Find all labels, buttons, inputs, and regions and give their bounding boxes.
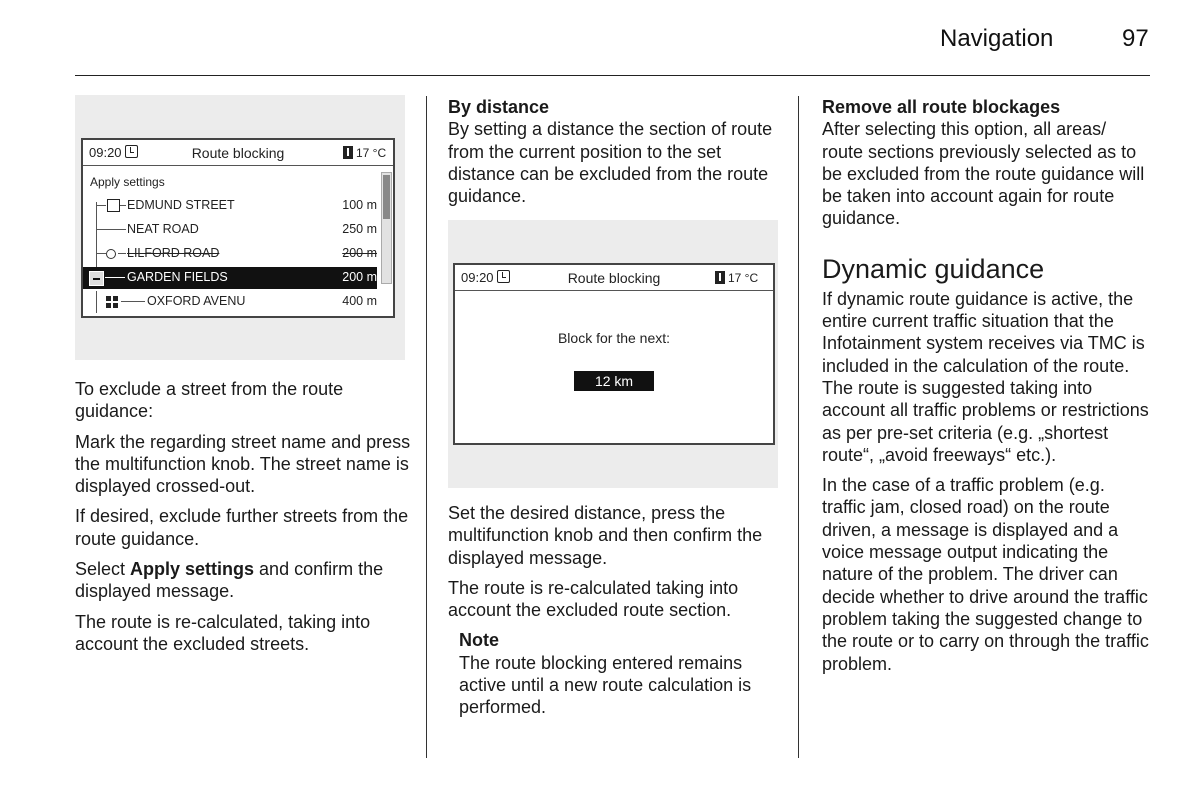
paragraph: If desired, exclude further streets from the route guidance.	[75, 506, 409, 549]
tree-branch	[105, 277, 125, 278]
route-blocking-list-image	[75, 95, 405, 360]
blocked-icon	[106, 249, 116, 259]
paragraph: By setting a distance the section of route from the current position to the set distance can be excluded from the route guidance.	[448, 119, 773, 207]
tree-branch	[96, 205, 106, 206]
section-title: Dynamic guidance	[822, 253, 1045, 284]
tree-line	[96, 291, 97, 313]
route-blocking-list-screen	[81, 138, 395, 318]
temperature: 17 °C	[356, 146, 387, 160]
street-name: OXFORD AVENU	[147, 294, 246, 308]
tree-branch	[121, 301, 145, 302]
street-distance: 200 m	[342, 246, 377, 260]
list-item[interactable]	[83, 195, 377, 217]
street-distance: 400 m	[342, 294, 377, 308]
column-1-text	[75, 378, 415, 663]
flag-icon	[107, 199, 120, 212]
page-header-title: Navigation	[940, 25, 1054, 52]
screen-status-bar	[455, 265, 773, 291]
apply-settings-item[interactable]: Apply settings	[90, 175, 165, 189]
tree-branch	[96, 229, 126, 230]
note-heading: Note	[459, 630, 499, 651]
column-2-bottom	[448, 502, 784, 727]
column-2-top	[448, 96, 784, 215]
tree-branch	[118, 253, 126, 254]
screen-title: Route blocking	[191, 145, 285, 161]
street-name: LILFORD ROAD	[127, 246, 220, 260]
temperature: 17 °C	[728, 271, 759, 285]
column-divider-2	[798, 96, 799, 758]
paragraph: If dynamic route guidance is active, the entire current traffic situation that the Infotainment system receives via TMC is included in the calculation of the route. The route is suggested taking into account all traffic problems or restrictions as per pre-set criteria (e.g. „shortest route“, „avoid freeways“ etc.).	[822, 288, 1149, 465]
paragraph: The route is re-calculated taking into account the excluded route section.	[448, 577, 739, 621]
paragraph: The route is re-calculated, taking into account the excluded streets.	[75, 611, 371, 654]
paragraph: After selecting this option, all areas/ route sections previously selected as to be excluded from the route guidance will be taken into account again for route guidance.	[822, 119, 1145, 229]
paragraph	[75, 558, 415, 603]
list-item[interactable]	[83, 219, 377, 241]
thermometer-icon	[715, 271, 725, 284]
block-distance-label: Block for the next:	[557, 330, 671, 346]
paragraph: To exclude a street from the route guidance:	[75, 379, 344, 422]
text: and confirm the displayed message.	[75, 559, 384, 602]
paragraph: Mark the regarding street name and press the multifunction knob. The street name is displayed crossed-out.	[75, 431, 411, 497]
clock-time: 09:20	[461, 270, 494, 285]
note-block	[448, 629, 784, 718]
scrollbar-thumb[interactable]	[383, 175, 390, 219]
tree-branch	[96, 253, 106, 254]
note-text: The route blocking entered remains active until a new route calculation is performed.	[459, 652, 752, 718]
collapse-icon	[89, 271, 104, 286]
list-item-selected[interactable]	[83, 267, 377, 289]
junction-icon	[106, 296, 118, 308]
paragraph: In the case of a traffic problem (e.g. traffic jam, closed road) on the route driven, a message is displayed and a voice message output indicating the nature of the problem. The driver can decide whether to drive around the traffic problem taking the suggested change to the route or to carry on through the traffic problem.	[822, 475, 1149, 674]
thermometer-icon	[343, 146, 353, 159]
column-3-text	[822, 96, 1152, 683]
route-blocking-distance-image	[448, 220, 778, 488]
header-rule	[75, 75, 1150, 76]
street-distance: 200 m	[342, 270, 377, 284]
apply-settings-term: Apply settings	[130, 559, 255, 580]
screen-title: Route blocking	[567, 270, 661, 286]
text: Select	[75, 559, 131, 580]
screen-status-bar	[83, 140, 393, 166]
column-divider-1	[426, 96, 427, 758]
list-item[interactable]	[83, 243, 377, 265]
street-distance: 100 m	[342, 198, 377, 212]
section-heading: By distance	[448, 97, 550, 117]
clock-time: 09:20	[89, 145, 122, 160]
street-name: EDMUND STREET	[127, 198, 235, 212]
section-heading: Remove all route blockages	[822, 97, 1061, 117]
distance-value-field[interactable]: 12 km	[574, 371, 654, 391]
street-name: GARDEN FIELDS	[127, 270, 228, 284]
route-blocking-distance-screen	[453, 263, 775, 445]
street-distance: 250 m	[342, 222, 377, 236]
tree-branch	[120, 205, 126, 206]
street-name: NEAT ROAD	[127, 222, 199, 236]
list-item[interactable]	[83, 291, 377, 313]
page-number: 97	[1122, 25, 1149, 52]
paragraph: Set the desired distance, press the multifunction knob and then confirm the displayed message.	[448, 503, 763, 568]
scrollbar[interactable]	[381, 172, 392, 284]
